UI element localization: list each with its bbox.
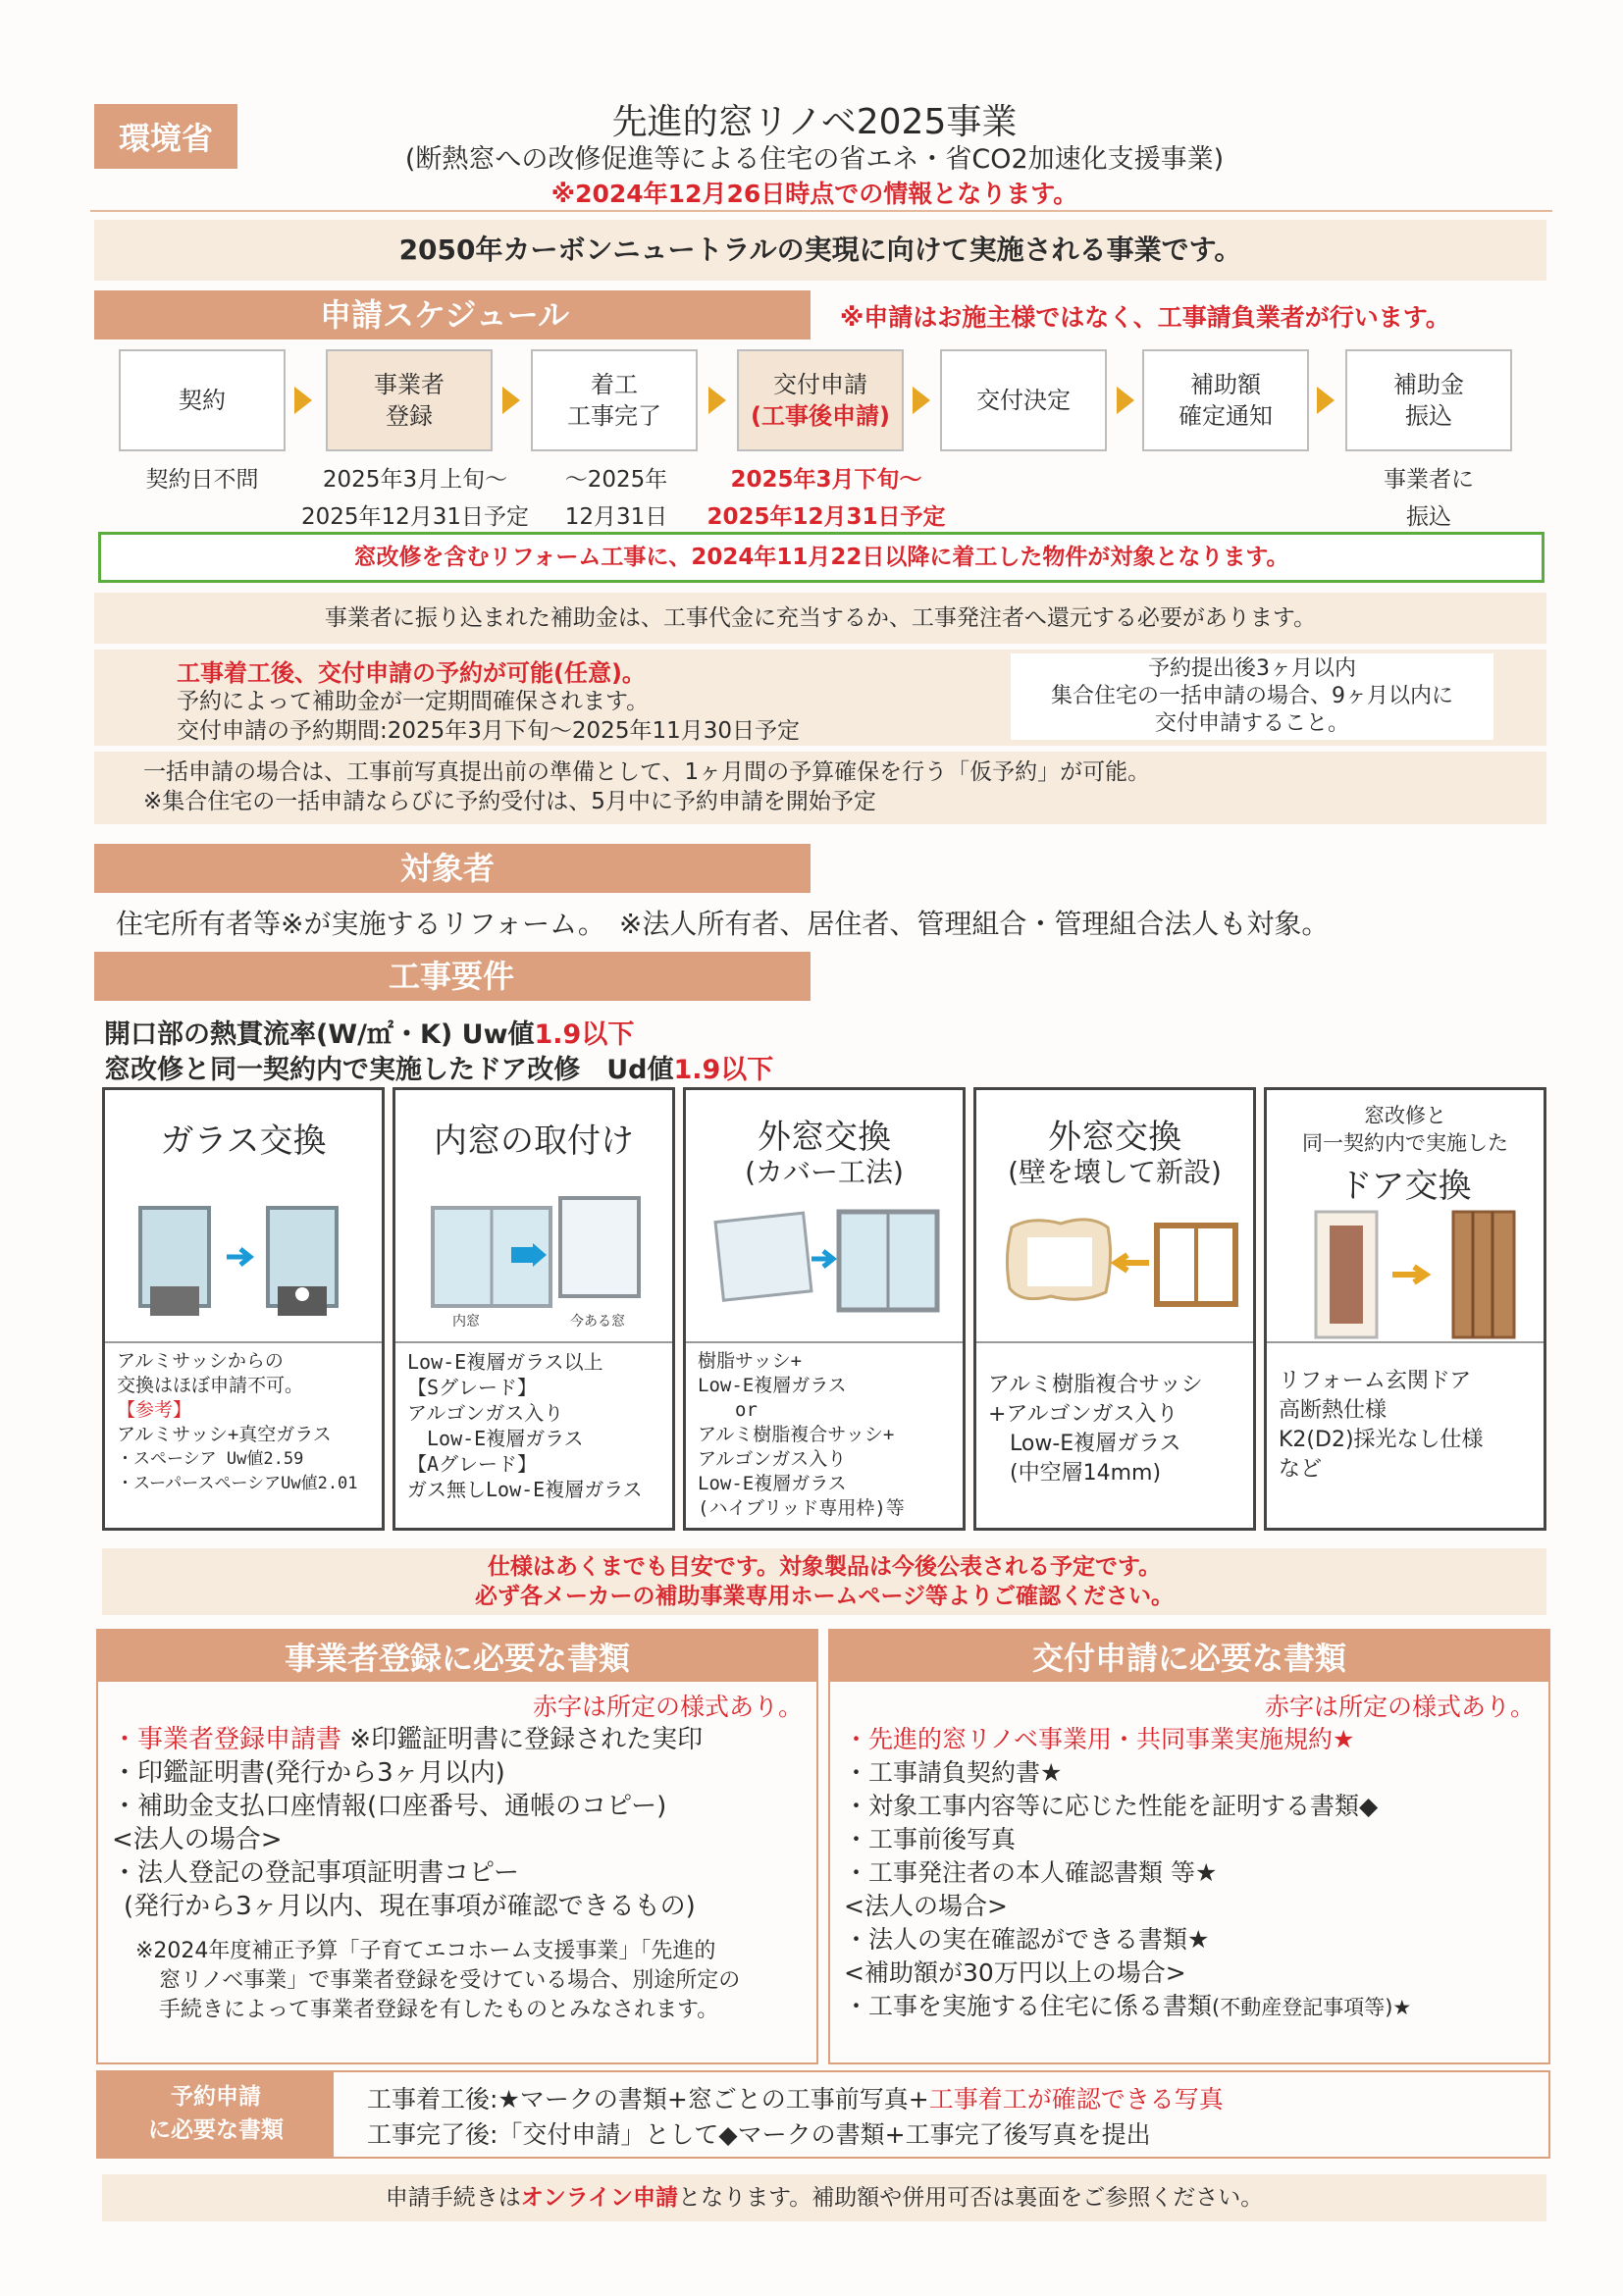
target-text: 住宅所有者等※が実施するリフォーム。 ※法人所有者、居住者、管理組合・管理組合法人も対象。 xyxy=(116,908,1330,940)
arrow-icon xyxy=(1117,387,1134,414)
ud-requirement: 窓改修と同一契約内で実施したドア改修 Ud値1.9以下 xyxy=(104,1055,774,1085)
arrow-icon xyxy=(913,387,930,414)
requirements-heading: 工事要件 xyxy=(94,952,811,1001)
reserve-docs-line-2: 工事完了後:「交付申請」として◆マークの書類+工事完了後写真を提出 xyxy=(367,2120,1151,2149)
uw-requirement: 開口部の熱貫流率(W/㎡・K) Uw値1.9以下 xyxy=(104,1019,635,1050)
step-payment-note: 事業者に 振込 xyxy=(1384,467,1474,530)
inner-window-illustration xyxy=(413,1178,664,1335)
ministry-badge: 環境省 xyxy=(94,104,237,169)
reserve-docs-label: 予約申請 に必要な書類 xyxy=(98,2072,334,2157)
spec-note: 仕様はあくまでも目安です。対象製品は今後公表される予定です。 必ず各メーカーの補助事業専用ホームページ等よりご確認ください。 xyxy=(102,1548,1546,1615)
card-outer-window-new: 外窓交換 (壁を壊して新設) アルミ樹脂複合サッシ +アルゴンガス入り Low-E複層ガラス (中空層14mm) xyxy=(973,1087,1256,1531)
card-door-exchange: 窓改修と 同一契約内で実施した ドア交換 リフォーム玄関ドア 高断熱仕様 K2(D2)採光なし仕様 など xyxy=(1264,1087,1546,1531)
card-outer-window-cover: 外窓交換 (カバー工法) 樹脂サッシ+ Low-E複層ガラス or アルミ樹脂複合サッシ+ アルゴンガス入り Low-E複層ガラス (ハイブリッド専用枠)等 xyxy=(683,1087,966,1531)
reserve-docs xyxy=(96,2070,1550,2159)
arrow-icon xyxy=(502,387,520,414)
reserve-deadline-box: 予約提出後3ヶ月以内 集合住宅の一括申請の場合、9ヶ月以内に 交付申請すること。 xyxy=(1011,653,1493,740)
reserve-block xyxy=(94,650,1546,746)
application-docs: 交付申請に必要な書類 赤字は所定の様式あり。 ・先進的窓リノベ事業用・共同事業実施規約★ ・工事請負契約書★ ・対象工事内容等に応じた性能を証明する書類◆ ・工事前後写真 ・工事発注者の本人確認書類 等★ <法人の場合> ・法人の実在確認ができる書類★ <補助額が30万円以上の場合> ・工事を実施する住宅に係る書類(不動産登記事項等)★ xyxy=(828,1629,1550,2064)
header-divider xyxy=(90,210,1552,212)
glass-exchange-illustration xyxy=(121,1188,372,1326)
step-registration-note: 2025年3月上旬～ 2025年12月31日予定 xyxy=(300,467,530,530)
bulk-note: 一括申請の場合は、工事前写真提出前の準備として、1ヶ月間の予算確保を行う「仮予約」が可能。 ※集合住宅の一括申請ならびに予約受付は、5月中に予約申請を開始予定 xyxy=(94,752,1546,824)
arrow-icon xyxy=(1317,387,1335,414)
card-glass-exchange: ガラス交換 アルミサッシからの 交換はほぼ申請不可。 【参考】 アルミサッシ+真空ガラス ・スペーシア Uw値2.59 ・スーパースペーシアUw値2.01 xyxy=(102,1087,385,1531)
step-application-note: 2025年3月下旬～ 2025年12月31日予定 xyxy=(707,467,946,530)
reserve-line-3: 交付申請の予約期間:2025年3月下旬～2025年11月30日予定 xyxy=(177,718,800,744)
eligibility-note: 窓改修を含むリフォーム工事に、2024年11月22日以降に着工した物件が対象となります。 xyxy=(98,532,1544,583)
step-payment: 補助金 振込 xyxy=(1345,349,1512,451)
schedule-note: ※申請はお施主様ではなく、工事請負業者が行います。 xyxy=(840,303,1450,332)
step-contract-note: 契約日不問 xyxy=(145,467,259,493)
intro-banner: 2050年カーボンニュートラルの実現に向けて実施される事業です。 xyxy=(94,220,1546,281)
step-application: 交付申請 (工事後申請) xyxy=(737,349,904,451)
target-heading: 対象者 xyxy=(94,844,811,893)
reserve-line-2: 予約によって補助金が一定期間確保されます。 xyxy=(177,689,650,714)
as-of-note: ※2024年12月26日時点での情報となります。 xyxy=(550,180,1078,208)
registration-docs: 事業者登録に必要な書類 赤字は所定の様式あり。 ・事業者登録申請書 ※印鑑証明書に登録された実印 ・印鑑証明書(発行から3ヶ月以内) ・補助金支払口座情報(口座番号、通帳のコピー) <法人の場合> ・法人登記の登記事項証明書コピー (発行から3ヶ月以内、現在事項が確認できるもの) ※2024年度補正予算「子育てエコホーム支援事業」「先進的 窓リノベ事業」で事業者登録を受けている場合、別途所定の 手続きによって事業者登録を有したものとみなされます。 xyxy=(96,1629,818,2064)
step-contract: 契約 xyxy=(119,349,286,451)
step-registration: 事業者 登録 xyxy=(326,349,493,451)
footer-note: 申請手続きはオンライン申請となります。補助額や併用可否は裏面をご参照ください。 xyxy=(102,2174,1546,2221)
step-decision: 交付決定 xyxy=(940,349,1107,451)
refund-note: 事業者に振り込まれた補助金は、工事代金に充当するか、工事発注者へ還元する必要があります。 xyxy=(94,593,1546,644)
arrow-icon xyxy=(708,387,726,414)
inner-window-caption: 内窓 xyxy=(452,1313,480,1329)
page-subtitle: (断熱窓への改修促進等による住宅の省エネ・省CO2加速化支援事業) xyxy=(404,144,1225,175)
step-confirmation: 補助額 確定通知 xyxy=(1142,349,1309,451)
page-title: 先進的窓リノベ2025事業 xyxy=(611,102,1018,142)
reserve-line-1: 工事着工後、交付申請の予約が可能(任意)。 xyxy=(177,659,646,687)
reserve-docs-line-1: 工事着工後:★マークの書類+窓ごとの工事前写真+工事着工が確認できる写真 xyxy=(367,2085,1224,2113)
card-inner-window: 内窓の取付け 内窓 今ある窓 Low-E複層ガラス以上 【Sグレード】 アルゴンガス入り Low-E複層ガラス 【Aグレード】 ガス無しLow-E複層ガラス xyxy=(393,1087,675,1531)
schedule-heading: 申請スケジュール xyxy=(94,290,811,339)
new-opening-illustration xyxy=(992,1198,1243,1335)
step-construction: 着工 工事完了 xyxy=(531,349,698,451)
step-construction-note: ～2025年 12月31日 xyxy=(564,467,668,530)
door-illustration xyxy=(1286,1206,1532,1343)
cover-method-illustration xyxy=(702,1198,953,1335)
existing-window-caption: 今ある窓 xyxy=(570,1313,625,1329)
arrow-icon xyxy=(294,387,312,414)
